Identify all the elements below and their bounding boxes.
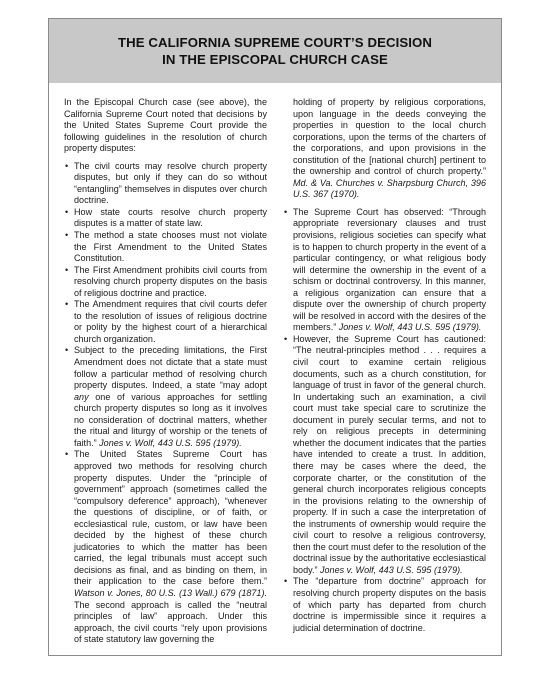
sidebar-box xyxy=(48,18,502,656)
box-title xyxy=(118,34,432,68)
case-citation: Jones v. Wolf, 443 U.S. 595 (1979). xyxy=(99,437,242,448)
bullet-text: The second approach is called the “neutral principles of law” approach. Under this approach, the civil courts “rely upon provisions of state statutory law governing the xyxy=(74,599,267,645)
left-bullet-list xyxy=(64,161,267,646)
bullet-text: The Supreme Court has observed: “Through appropriate reversionary clauses and trust provisions, religious societies can specify what is to happen to church property in the event of a particular contingency, or what religious body will determine the ownership in the event of a schism or doctrinal controversy. In this manner, a religious organization can ensure that a dispute over the ownership of church property will be resolved in accord with the desires of the members.” xyxy=(293,206,486,333)
case-citation: Jones v. Wolf, 443 U.S. 595 (1979). xyxy=(338,322,482,333)
case-citation: Jones v. Wolf, 443 U.S. 595 (1979). xyxy=(320,564,463,575)
bullet-text: Subject to the preceding limitations, the First Amendment does not dictate that a state must follow a particular method of resolving church property disputes. Indeed, a state “may adopt xyxy=(74,345,267,391)
bullet-item: • The First Amendment prohibits civil courts from resolving church property disputes on the basis of religious doctrine and practice. xyxy=(64,265,267,300)
bullet-item xyxy=(283,207,486,334)
two-column-body xyxy=(64,97,486,646)
left-column xyxy=(64,97,267,646)
bullet-text: holding of property by religious corporations, upon language in the deeds conveying the properties in question to the local church corporations, upon the terms of the charters of the corporations, and upon provisions in the constitution of the [national church] pertinent to the ownership and control of church property.” xyxy=(293,97,486,177)
right-column xyxy=(283,97,486,646)
bullet-item: • How state courts resolve church property disputes is a matter of state law. xyxy=(64,207,267,230)
bullet-text: one of various approaches for settling church property disputes so long as it involves no consideration of doctrinal matters, whether the ritual and liturgy of worship or the tenets of faith.” xyxy=(74,391,267,448)
case-citation: Watson v. Jones, 80 U.S. (13 Wall.) 679 (1871). xyxy=(74,587,267,598)
case-citation: Md. & Va. Churches v. Sharpsburg Church, 396 U.S. 367 (1970). xyxy=(293,177,486,200)
bullet-item: • The civil courts may resolve church property disputes, but only if they can do so without “entangling” themselves in disputes over church doctrine. xyxy=(64,161,267,207)
intro-paragraph: In the Episcopal Church case (see above), the California Supreme Court noted that decisions by the United States Supreme Court provide the following guidelines in the resolution of church property disputes: xyxy=(64,97,267,154)
title-line-2: IN THE EPISCOPAL CHURCH CASE xyxy=(162,52,388,67)
bullet-item xyxy=(283,334,486,576)
bullet-text: However, the Supreme Court has cautioned: “The neutral-principles method . . . requires a civil court to examine certain religious documents, such as a church constitution, for language of trust in favor of the general church. In undertaking such an examination, a civil court must take special care to scrutinize the document in purely secular terms, and not to rely on religious precepts in determining whether the document indicates that the parties have intended to create a trust. In addition, there may be cases where the deed, the corporate charter, or the constitution of the general church incorporates religious concepts in the provisions relating to the ownership of property. If in such a case the interpretation of the instruments of ownership would require the civil court to resolve a religious controversy, then the court must defer to the resolution of the doctrinal issue by the authoritative ecclesiastical body.” xyxy=(293,333,486,575)
bullet-item xyxy=(64,345,267,449)
title-line-1: THE CALIFORNIA SUPREME COURT’S DECISION xyxy=(117,35,433,50)
bullet-item: • The method a state chooses must not violate the First Amendment to the United States Constitution. xyxy=(64,230,267,265)
continued-text xyxy=(283,97,486,201)
bullet-item xyxy=(64,449,267,645)
right-bullet-list xyxy=(283,207,486,634)
header-band xyxy=(49,19,501,83)
emphasis-text: any xyxy=(74,391,89,402)
bullet-text: The United States Supreme Court has approved two methods for resolving church property disputes. Under the “principle of government” approach (sometimes called the “compulsory deference” approach), “whenever the questions of discipline, or of faith, or ecclesiastical rule, custom, or law have been decided by the highest of these church judicatories to which the matter has been carried, the legal tribunals must accept such decisions as final, and as binding on them, in their application to the case before them.” xyxy=(74,449,267,587)
bullet-item: • The “departure from doctrine” approach for resolving church property disputes on the basis of which party has departed from church doctrine is impermissible since it requires a judicial determination of doctrine. xyxy=(283,576,486,634)
bullet-item: • The Amendment requires that civil courts defer to the resolution of issues of religious doctrine or polity by the highest court of a hierarchical church organization. xyxy=(64,299,267,345)
